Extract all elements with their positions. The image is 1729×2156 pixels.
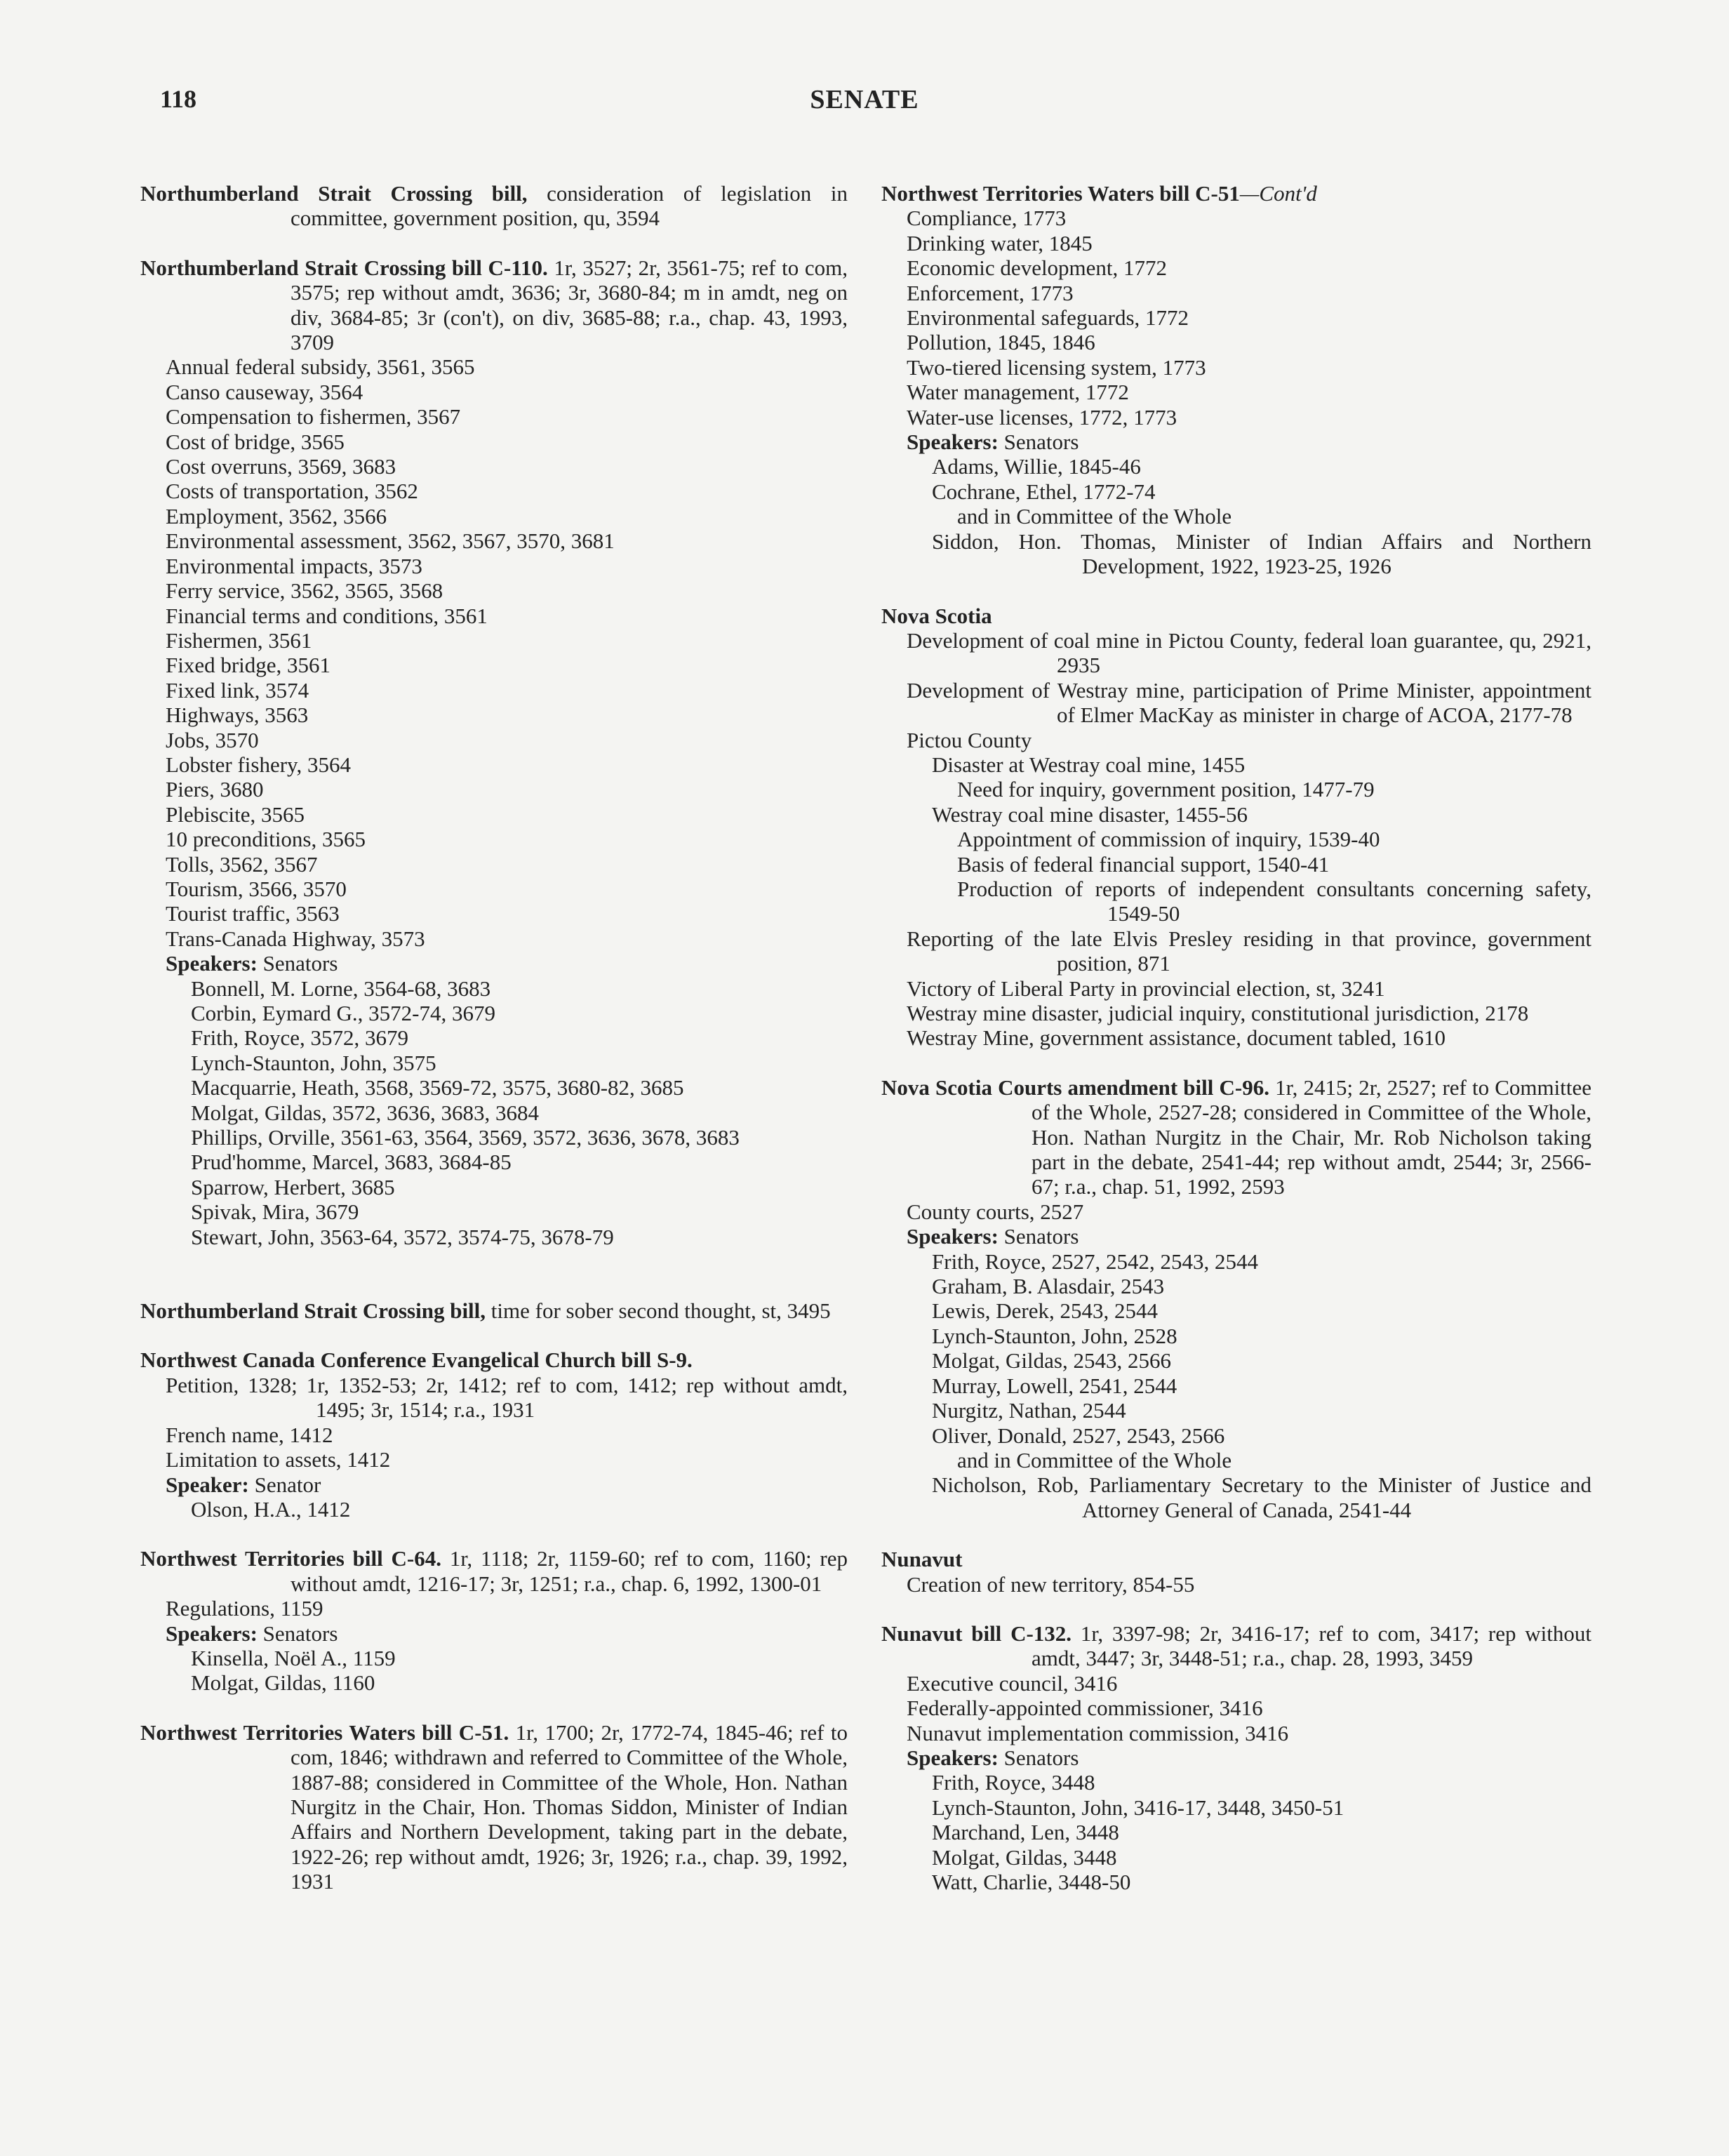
- speakers-label: Speakers:: [907, 1224, 999, 1249]
- entry-references: 1r, 1700; 2r, 1772-74, 1845-46; ref to com, 1846; withdrawn and referred to Committee of the Whole, 1887-88; considered in Committee of the Whole, Hon. Nathan Nurgitz in the Chair, Hon. Thomas Siddon, Minister of Indian Affairs and Northern Development, taking part in the debate, 1922-26; rep without amdt, 1926; 3r, 1926; r.a., chap. 39, 1992, 1931: [291, 1719, 848, 1894]
- subentry-text: Financial terms and conditions, 3561: [166, 603, 488, 628]
- index-entry: [881, 604, 1591, 1051]
- subentry-text: Enforcement, 1773: [907, 280, 1074, 305]
- subentry-text: and in Committee of the Whole: [957, 1447, 1232, 1472]
- speakers-line: [140, 951, 848, 976]
- subentry-text: Senators: [257, 1621, 338, 1646]
- subentry: [881, 877, 1591, 926]
- entry-headword: Northwest Canada Conference Evangelical Church bill S-9.: [140, 1348, 693, 1373]
- subentry-text: Tolls, 3562, 3567: [166, 851, 318, 877]
- entry-heading: [881, 604, 1591, 628]
- subentry-text: Piers, 3680: [166, 777, 264, 802]
- subentry-text: Water-use licenses, 1772, 1773: [907, 404, 1177, 430]
- index-entry: [881, 1075, 1591, 1522]
- subentry: [881, 1249, 1591, 1274]
- subentry-text: Cost of bridge, 3565: [166, 429, 345, 454]
- subentry-text: Compliance, 1773: [907, 206, 1067, 231]
- subentry-text: Lynch-Staunton, John, 3575: [191, 1050, 436, 1075]
- subentry: [881, 728, 1591, 752]
- subentry: [140, 528, 848, 553]
- subentry-text: Nicholson, Rob, Parliamentary Secretary to the Minister of Justice and Attorney General of Canada, 2541-44: [932, 1472, 1591, 1522]
- subentry: [140, 1075, 848, 1100]
- index-entry: [140, 1546, 848, 1695]
- subentry: [140, 1670, 848, 1695]
- subentry-text: Reporting of the late Elvis Presley residing in that province, government position, 871: [907, 926, 1591, 976]
- subentry: [881, 976, 1591, 1001]
- subentry-text: Victory of Liberal Party in provincial election, st, 3241: [907, 976, 1385, 1001]
- subentry: [140, 827, 848, 851]
- subentry-text: Limitation to assets, 1412: [166, 1447, 391, 1472]
- subentry: [881, 1472, 1591, 1522]
- subentry-text: 10 preconditions, 3565: [166, 827, 366, 852]
- subentry: [140, 976, 848, 1001]
- speakers-label: Speakers:: [907, 430, 999, 455]
- subentry: [140, 430, 848, 454]
- subentry-text: Senator: [248, 1472, 321, 1497]
- entry-heading: [140, 255, 848, 355]
- subentry: [881, 1870, 1591, 1894]
- subentry: [140, 777, 848, 801]
- entry-headword: Nunavut bill C-132.: [881, 1621, 1072, 1646]
- subentry: [881, 529, 1591, 579]
- subentry-text: Ferry service, 3562, 3565, 3568: [166, 578, 443, 604]
- entry-references: 1r, 1118; 2r, 1159-60; ref to com, 1160; rep without amdt, 1216-17; 3r, 1251; r.a., chap. 6, 1992, 1300-01: [291, 1546, 848, 1596]
- subentry: [881, 1770, 1591, 1795]
- subentry: [140, 728, 848, 752]
- subentry: [881, 1572, 1591, 1597]
- subentry-text: and in Committee of the Whole: [957, 504, 1232, 529]
- subentry: [881, 1820, 1591, 1844]
- subentry: [881, 305, 1591, 330]
- subentry-text: Macquarrie, Heath, 3568, 3569-72, 3575, 3680-82, 3685: [191, 1075, 684, 1100]
- subentry: [140, 1150, 848, 1174]
- subentry: [881, 380, 1591, 404]
- subentry-text: Spivak, Mira, 3679: [191, 1199, 359, 1225]
- subentry-text: Molgat, Gildas, 1160: [191, 1670, 375, 1696]
- subentry: [881, 1398, 1591, 1423]
- subentry-text: Regulations, 1159: [166, 1596, 323, 1621]
- index-entry: [140, 181, 848, 231]
- entry-headword: Nova Scotia Courts amendment bill C-96.: [881, 1074, 1269, 1100]
- subentry: [140, 1175, 848, 1199]
- left-column: [140, 181, 848, 1919]
- subentry-text: Murray, Lowell, 2541, 2544: [932, 1373, 1177, 1398]
- subentry-text: Sparrow, Herbert, 3685: [191, 1174, 395, 1199]
- subentry-text: Basis of federal financial support, 1540-41: [957, 851, 1330, 877]
- index-entry: [140, 255, 848, 1249]
- subentry: [881, 1274, 1591, 1298]
- subentry-text: Trans-Canada Highway, 3573: [166, 926, 425, 951]
- running-head: SENATE: [810, 85, 919, 114]
- subentry: [140, 852, 848, 877]
- entry-heading: [140, 1298, 848, 1323]
- subentry-text: Senators: [998, 1745, 1079, 1770]
- subentry-text: French name, 1412: [166, 1422, 333, 1447]
- subentry-text: Frith, Royce, 3448: [932, 1770, 1095, 1795]
- subentry: [881, 1671, 1591, 1696]
- subentry: [881, 1423, 1591, 1448]
- speakers-line: [140, 1472, 848, 1497]
- entry-heading: [140, 1720, 848, 1894]
- subentry-text: Prud'homme, Marcel, 3683, 3684-85: [191, 1150, 512, 1175]
- entry-headword: Northumberland Strait Crossing bill C-110.: [140, 255, 548, 280]
- subentry-text: Westray coal mine disaster, 1455-56: [932, 801, 1248, 827]
- subentry: [140, 901, 848, 926]
- entry-headword: Northwest Territories Waters bill C-51: [881, 181, 1240, 206]
- subentry: [881, 1348, 1591, 1373]
- subentry: [140, 1051, 848, 1075]
- subentry-text: Water management, 1772: [907, 380, 1129, 405]
- subentry: [881, 777, 1591, 801]
- entry-references: 1r, 2415; 2r, 2527; ref to Committee of the Whole, 2527-28; considered in Committee of the Whole, Hon. Nathan Nurgitz in the Chair, Mr. Rob Nicholson taking part in the debate, 2541-44; rep without amdt, 2544; 3r, 2566-67; r.a., chap. 51, 1992, 2593: [1032, 1074, 1591, 1199]
- subentry: [140, 1001, 848, 1025]
- subentry: [881, 1721, 1591, 1745]
- subentry: [140, 926, 848, 951]
- subentry: [140, 703, 848, 727]
- subentry: [881, 1795, 1591, 1820]
- subentry-text: Jobs, 3570: [166, 727, 259, 752]
- subentry-text: Westray Mine, government assistance, document tabled, 1610: [907, 1025, 1446, 1051]
- speakers-label: Speakers:: [166, 951, 258, 976]
- subentry-text: Fishermen, 3561: [166, 627, 312, 653]
- subentry-text: Corbin, Eymard G., 3572-74, 3679: [191, 1001, 495, 1025]
- entry-headword: Northwest Territories bill C-64.: [140, 1546, 441, 1571]
- subentry-text: Environmental assessment, 3562, 3567, 3570, 3681: [166, 528, 615, 554]
- subentry: [881, 1199, 1591, 1224]
- speakers-label: Speaker:: [166, 1472, 249, 1497]
- subentry-text: Oliver, Donald, 2527, 2543, 2566: [932, 1423, 1225, 1448]
- subentry: [881, 504, 1591, 528]
- entry-references: time for sober second thought, st, 3495: [486, 1298, 831, 1324]
- subentry: [881, 628, 1591, 678]
- subentry-text: Frith, Royce, 3572, 3679: [191, 1025, 408, 1051]
- page-header: [0, 84, 1729, 119]
- subentry: [140, 1199, 848, 1224]
- subentry-text: Highways, 3563: [166, 703, 309, 728]
- subentry: [140, 1447, 848, 1472]
- subentry: [881, 752, 1591, 777]
- page-number: 118: [160, 85, 197, 113]
- entry-heading: [881, 1075, 1591, 1199]
- subentry: [881, 852, 1591, 877]
- entry-heading: [140, 1546, 848, 1596]
- subentry-text: Drinking water, 1845: [907, 230, 1093, 255]
- subentry: [881, 1298, 1591, 1323]
- entry-heading: [140, 181, 848, 231]
- subentry-text: Production of reports of independent consultants concerning safety, 1549-50: [957, 876, 1591, 926]
- subentry-text: Cost overruns, 3569, 3683: [166, 454, 396, 479]
- subentry-text: Senators: [998, 430, 1079, 455]
- subentry: [140, 1125, 848, 1150]
- subentry-text: Molgat, Gildas, 2543, 2566: [932, 1348, 1171, 1373]
- speakers-label: Speakers:: [907, 1745, 999, 1770]
- subentry: [881, 355, 1591, 380]
- entry-references: 1r, 3527; 2r, 3561-75; ref to com, 3575; rep without amdt, 3636; 3r, 3680-84; m in amdt, neg on div, 3684-85; 3r (con't), on div, 3685-88; r.a., chap. 43, 1993, 3709: [291, 255, 848, 355]
- subentry: [881, 330, 1591, 354]
- entry-references: consideration of legislation in committee, government position, qu, 3594: [291, 181, 848, 231]
- subentry-text: Fixed link, 3574: [166, 677, 309, 703]
- subentry: [140, 1423, 848, 1447]
- subentry: [881, 678, 1591, 728]
- subentry: [881, 454, 1591, 479]
- subentry: [881, 827, 1591, 851]
- entry-headword: Northumberland Strait Crossing bill,: [140, 181, 528, 206]
- subentry-text: Two-tiered licensing system, 1773: [907, 354, 1206, 380]
- subentry: [881, 1001, 1591, 1025]
- subentry-text: Pollution, 1845, 1846: [907, 330, 1095, 355]
- subentry: [140, 1100, 848, 1125]
- subentry-text: Lobster fishery, 3564: [166, 752, 352, 777]
- subentry-text: Molgat, Gildas, 3448: [932, 1844, 1117, 1870]
- subentry-text: Westray mine disaster, judicial inquiry, constitutional jurisdiction, 2178: [907, 1001, 1529, 1025]
- subentry-text: Nurgitz, Nathan, 2544: [932, 1398, 1126, 1423]
- subentry-text: Lynch-Staunton, John, 3416-17, 3448, 3450-51: [932, 1795, 1344, 1820]
- subentry: [881, 281, 1591, 305]
- subentry-text: County courts, 2527: [907, 1199, 1084, 1224]
- subentry-text: Graham, B. Alasdair, 2543: [932, 1274, 1165, 1299]
- subentry: [140, 678, 848, 703]
- subentry-text: Watt, Charlie, 3448-50: [932, 1870, 1131, 1894]
- entry-headword: Nunavut: [881, 1547, 963, 1572]
- entry-heading: [140, 1348, 848, 1372]
- subentry: [881, 1845, 1591, 1870]
- subentry-text: Bonnell, M. Lorne, 3564-68, 3683: [191, 976, 491, 1001]
- subentry: [140, 1025, 848, 1050]
- right-column: [881, 181, 1591, 1919]
- subentry-text: Tourism, 3566, 3570: [166, 876, 347, 901]
- subentry: [140, 578, 848, 603]
- subentry-text: Adams, Willie, 1845-46: [932, 454, 1141, 479]
- subentry: [140, 802, 848, 827]
- index-entry: [140, 1720, 848, 1894]
- subentry-text: Federally-appointed commissioner, 3416: [907, 1696, 1263, 1721]
- entry-headword: Northumberland Strait Crossing bill,: [140, 1298, 486, 1324]
- subentry-text: Lynch-Staunton, John, 2528: [932, 1323, 1177, 1348]
- subentry: [140, 380, 848, 404]
- subentry: [881, 231, 1591, 255]
- subentry: [140, 1596, 848, 1621]
- subentry-text: Plebiscite, 3565: [166, 801, 305, 827]
- subentry: [881, 1324, 1591, 1348]
- subentry: [881, 255, 1591, 280]
- subentry: [881, 405, 1591, 430]
- subentry-text: Annual federal subsidy, 3561, 3565: [166, 354, 475, 380]
- subentry-text: Canso causeway, 3564: [166, 379, 363, 404]
- subentry: [140, 479, 848, 503]
- subentry-text: Compensation to fishermen, 3567: [166, 404, 461, 430]
- continued-mark: —Cont'd: [1239, 181, 1317, 206]
- subentry: [140, 554, 848, 578]
- speakers-line: [881, 1224, 1591, 1249]
- subentry-text: Kinsella, Noël A., 1159: [191, 1645, 396, 1670]
- subentry: [881, 926, 1591, 976]
- subentry-text: Fixed bridge, 3561: [166, 653, 331, 678]
- entry-headword: Nova Scotia: [881, 603, 992, 628]
- subentry: [140, 1646, 848, 1670]
- subentry-text: Siddon, Hon. Thomas, Minister of Indian Affairs and Northern Development, 1922, 1923-25, 1926: [932, 528, 1591, 579]
- subentry-text: Lewis, Derek, 2543, 2544: [932, 1298, 1158, 1324]
- subentry-text: Environmental impacts, 3573: [166, 553, 422, 578]
- subentry-text: Creation of new territory, 854-55: [907, 1571, 1195, 1597]
- subentry-text: Phillips, Orville, 3561-63, 3564, 3569, 3572, 3636, 3678, 3683: [191, 1125, 740, 1150]
- subentry-text: Executive council, 3416: [907, 1670, 1118, 1696]
- subentry-text: Environmental safeguards, 1772: [907, 305, 1189, 331]
- subentry: [140, 1373, 848, 1423]
- index-entry: [140, 1298, 848, 1323]
- subentry: [881, 802, 1591, 827]
- subentry-text: Economic development, 1772: [907, 255, 1168, 281]
- index-entry: [881, 1547, 1591, 1597]
- subentry: [140, 1497, 848, 1522]
- index-entry: [881, 1621, 1591, 1894]
- subentry: [140, 877, 848, 901]
- subentry-text: Disaster at Westray coal mine, 1455: [932, 752, 1246, 777]
- subentry: [140, 354, 848, 379]
- speakers-label: Speakers:: [166, 1621, 258, 1646]
- subentry-text: Frith, Royce, 2527, 2542, 2543, 2544: [932, 1249, 1258, 1274]
- subentry-text: Nunavut implementation commission, 3416: [907, 1720, 1289, 1745]
- subentry: [881, 1448, 1591, 1472]
- subentry: [140, 752, 848, 777]
- subentry: [140, 454, 848, 479]
- subentry-text: Olson, H.A., 1412: [191, 1496, 351, 1522]
- entry-heading: [881, 181, 1591, 206]
- subentry: [140, 404, 848, 429]
- subentry-text: Marchand, Len, 3448: [932, 1820, 1119, 1845]
- speakers-line: [881, 1745, 1591, 1770]
- entry-heading: [881, 1547, 1591, 1571]
- subentry-text: Employment, 3562, 3566: [166, 503, 387, 528]
- subentry: [140, 1225, 848, 1249]
- subentry-text: Tourist traffic, 3563: [166, 901, 340, 926]
- subentry: [140, 504, 848, 528]
- subentry-text: Stewart, John, 3563-64, 3572, 3574-75, 3678-79: [191, 1224, 614, 1249]
- subentry-text: Need for inquiry, government position, 1477-79: [957, 777, 1375, 802]
- index-entry: [881, 181, 1591, 579]
- subentry-text: Senators: [998, 1224, 1079, 1249]
- subentry: [881, 1373, 1591, 1398]
- subentry: [881, 1696, 1591, 1720]
- subentry-text: Molgat, Gildas, 3572, 3636, 3683, 3684: [191, 1100, 539, 1125]
- entry-references: 1r, 3397-98; 2r, 3416-17; ref to com, 3417; rep without amdt, 3447; 3r, 3448-51; r.a., chap. 28, 1993, 3459: [1032, 1621, 1591, 1671]
- speakers-line: [881, 430, 1591, 454]
- subentry: [140, 628, 848, 653]
- subentry-text: Development of Westray mine, participation of Prime Minister, appointment of Elmer MacKay as minister in charge of ACOA, 2177-78: [907, 677, 1591, 728]
- subentry-text: Development of coal mine in Pictou County, federal loan guarantee, qu, 2921, 2935: [907, 627, 1591, 678]
- subentry-text: Cochrane, Ethel, 1772-74: [932, 479, 1156, 504]
- subentry-text: Appointment of commission of inquiry, 1539-40: [957, 827, 1380, 852]
- subentry-text: Senators: [257, 951, 338, 976]
- subentry: [140, 604, 848, 628]
- subentry: [881, 1025, 1591, 1050]
- subentry: [140, 653, 848, 677]
- entry-headword: Northwest Territories Waters bill C-51.: [140, 1719, 509, 1745]
- entry-heading: [881, 1621, 1591, 1671]
- subentry: [881, 206, 1591, 230]
- subentry-text: Petition, 1328; 1r, 1352-53; 2r, 1412; ref to com, 1412; rep without amdt, 1495; 3r, 1514; r.a., 1931: [166, 1372, 848, 1423]
- index-entry: [140, 1348, 848, 1522]
- subentry-text: Costs of transportation, 3562: [166, 479, 418, 504]
- subentry-text: Pictou County: [907, 727, 1032, 752]
- subentry: [881, 479, 1591, 504]
- speakers-line: [140, 1621, 848, 1646]
